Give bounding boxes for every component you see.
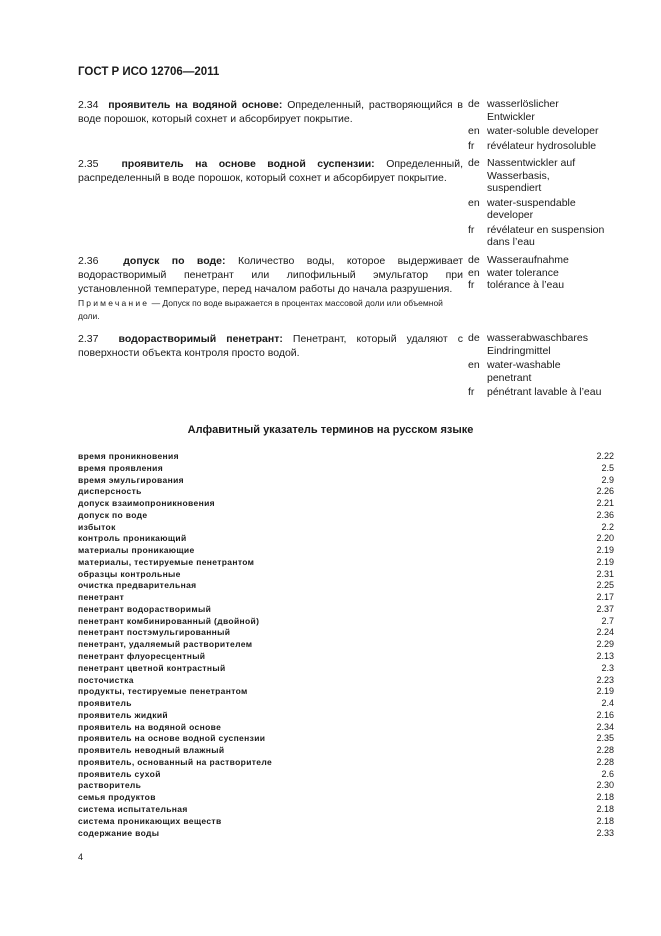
index-term: продукты, тестируемые пенетрантом (78, 686, 248, 697)
index-term: пенетрант водорастворимый (78, 603, 212, 614)
alphabetical-index (78, 451, 614, 839)
translation-row: de wasserlöslicher (468, 98, 559, 110)
index-row (78, 522, 614, 534)
translation-row: de Wasseraufnahme (468, 254, 569, 266)
index-number: 2.18 (596, 815, 614, 826)
translation-row: fr révélateur en suspension (468, 223, 605, 236)
index-row (78, 792, 614, 804)
index-term: проявитель на водяной основе (78, 721, 222, 732)
term-name: проявитель на основе водной суспензии: (121, 158, 375, 170)
term-number: 2.36 (78, 255, 99, 267)
index-number: 2.33 (596, 827, 614, 838)
translation-row: en water tolerance (468, 266, 559, 279)
index-term: растворитель (78, 780, 142, 791)
index-term: семья продуктов (78, 792, 156, 803)
translation-row: Entwickler (487, 110, 535, 123)
term-definition (78, 254, 463, 296)
index-row (78, 451, 614, 463)
index-term: проявитель, основанный на растворителе (78, 756, 273, 767)
index-row (78, 698, 614, 710)
index-number: 2.29 (596, 639, 614, 650)
index-row (78, 498, 614, 510)
index-number: 2.7 (601, 615, 614, 626)
index-number: 2.31 (596, 568, 614, 579)
note-label: Примечание (78, 298, 150, 308)
translation-row: Eindringmittel (487, 344, 551, 357)
index-term: проявитель на основе водной суспензии (78, 733, 266, 744)
index-number: 2.19 (596, 556, 614, 567)
index-term: образцы контрольные (78, 568, 181, 579)
translation-row: fr révélateur hydrosoluble (468, 139, 597, 152)
translation-row: de wasserabwaschbares (468, 332, 588, 344)
index-row (78, 463, 614, 475)
term-text: Количество воды, которое выдерживает водорастворимый пенетрант или липофильный эмульгатор при установленной температуре, перед началом работы до начала разрушения. (78, 255, 464, 295)
index-number: 2.22 (596, 451, 614, 461)
index-term: пенетрант (78, 592, 125, 603)
index-number: 2.25 (596, 580, 614, 591)
index-row (78, 639, 614, 651)
index-number: 2.23 (596, 674, 614, 685)
index-number: 2.24 (596, 627, 614, 638)
term-definition (78, 157, 463, 185)
index-term: допуск взаимопроникновения (78, 498, 215, 509)
translation-row: en water-suspendable (468, 196, 576, 209)
index-number: 2.21 (596, 498, 614, 509)
term-name: проявитель на водяной основе: (108, 99, 283, 111)
index-term: материалы, тестируемые пенетрантом (78, 556, 255, 567)
index-number: 2.3 (601, 662, 614, 673)
term-definition (78, 98, 463, 126)
translation-row: fr tolérance à l’eau (468, 279, 565, 291)
page-number: 4 (78, 852, 84, 862)
translation-row: Wasserbasis, (487, 169, 550, 182)
index-title: Алфавитный указатель терминов на русском языке (187, 424, 474, 436)
term-name: водорастворимый пенетрант: (118, 333, 283, 345)
index-row (78, 475, 614, 487)
note (78, 297, 463, 323)
index-term: избыток (78, 521, 116, 532)
index-number: 2.28 (596, 756, 614, 767)
term-number: 2.35 (78, 158, 99, 170)
index-term: пенетрант флуоресцентный (78, 651, 206, 662)
index-number: 2.19 (596, 686, 614, 697)
index-term: пенетрант комбинированный (двойной) (78, 615, 260, 626)
index-row (78, 757, 614, 769)
translation-row: en water-washable (468, 359, 561, 371)
index-row (78, 675, 614, 687)
index-number: 2.16 (596, 709, 614, 720)
index-row (78, 710, 614, 722)
term-number: 2.37 (78, 333, 99, 345)
translation-row: suspendiert (487, 182, 542, 194)
translation-row: en water-soluble developer (468, 125, 599, 137)
translation-row: developer (487, 209, 534, 221)
index-row (78, 769, 614, 781)
index-term: время проникновения (78, 451, 179, 461)
term-name: допуск по воде: (123, 255, 226, 267)
index-term: время проявления (78, 462, 164, 473)
index-row (78, 510, 614, 522)
index-row (78, 828, 614, 840)
index-number: 2.18 (596, 792, 614, 803)
index-term: проявитель неводный влажный (78, 745, 225, 756)
index-row (78, 686, 614, 698)
index-number: 2.30 (596, 780, 614, 791)
index-term: дисперсность (78, 486, 142, 497)
term-translations (468, 98, 661, 152)
index-number: 2.6 (601, 768, 614, 779)
document-header: ГОСТ Р ИСО 12706—2011 (78, 66, 220, 78)
index-term: содержание воды (78, 827, 160, 838)
index-term: посточистка (78, 674, 134, 685)
index-term: допуск по воде (78, 509, 148, 520)
index-number: 2.9 (601, 474, 614, 485)
index-term: пенетрант цветной контрастный (78, 662, 226, 673)
index-row (78, 745, 614, 757)
index-row (78, 780, 614, 792)
index-number: 2.26 (596, 486, 614, 497)
index-row (78, 733, 614, 745)
index-row (78, 486, 614, 498)
index-number: 2.20 (596, 533, 614, 544)
term-definition (78, 332, 463, 360)
index-term: материалы проникающие (78, 545, 195, 556)
term-translations (468, 254, 661, 292)
index-term: время эмульгирования (78, 474, 184, 485)
index-number: 2.37 (596, 603, 614, 614)
index-term: контроль проникающий (78, 533, 187, 544)
translation-row: penetrant (487, 371, 532, 384)
term-number: 2.34 (78, 99, 99, 111)
index-row (78, 663, 614, 675)
index-number: 2.35 (596, 733, 614, 744)
translation-row: fr pénétrant lavable à l’eau (468, 386, 602, 398)
index-row (78, 569, 614, 581)
index-term: проявитель сухой (78, 768, 161, 779)
index-row (78, 592, 614, 604)
index-term: пенетрант постэмульгированный (78, 627, 231, 638)
index-row (78, 545, 614, 557)
index-number: 2.17 (596, 592, 614, 603)
index-number: 2.19 (596, 545, 614, 556)
index-row (78, 533, 614, 545)
index-term: очистка предварительная (78, 580, 197, 591)
index-row (78, 627, 614, 639)
index-row (78, 604, 614, 616)
term-text: Определенный, растворяющийся в воде порошок, который сохнет и абсорбирует покрытие. (78, 99, 463, 125)
index-number: 2.5 (601, 462, 614, 473)
index-row (78, 816, 614, 828)
index-term: пенетрант, удаляемый растворителем (78, 639, 253, 650)
index-term: система проникающих веществ (78, 815, 222, 826)
term-text: Определенный, распределенный в воде порошок, который сохнет и абсорбирует покрытие. (78, 158, 463, 184)
index-row (78, 580, 614, 592)
index-term: система испытательная (78, 803, 188, 814)
index-number: 2.36 (596, 509, 614, 520)
index-row (78, 651, 614, 663)
index-number: 2.13 (596, 651, 614, 662)
note-text: — Допуск по воде выражается в процентах массовой доли или объемной доли. (78, 298, 443, 321)
index-term: проявитель жидкий (78, 709, 168, 720)
index-row (78, 722, 614, 734)
term-translations (468, 332, 661, 399)
index-number: 2.28 (596, 745, 614, 756)
index-row (78, 616, 614, 628)
index-number: 2.4 (601, 698, 614, 709)
translation-row: de Nassentwickler auf (468, 157, 576, 169)
index-number: 2.2 (601, 521, 614, 532)
term-translations (468, 157, 661, 249)
index-row (78, 557, 614, 569)
index-row (78, 804, 614, 816)
index-number: 2.34 (596, 721, 614, 732)
index-term: проявитель (78, 698, 132, 709)
translation-row: dans l’eau (487, 236, 535, 248)
index-number: 2.18 (596, 803, 614, 814)
term-text: Пенетрант, который удаляют с поверхности объекта контроля просто водой. (78, 333, 464, 359)
